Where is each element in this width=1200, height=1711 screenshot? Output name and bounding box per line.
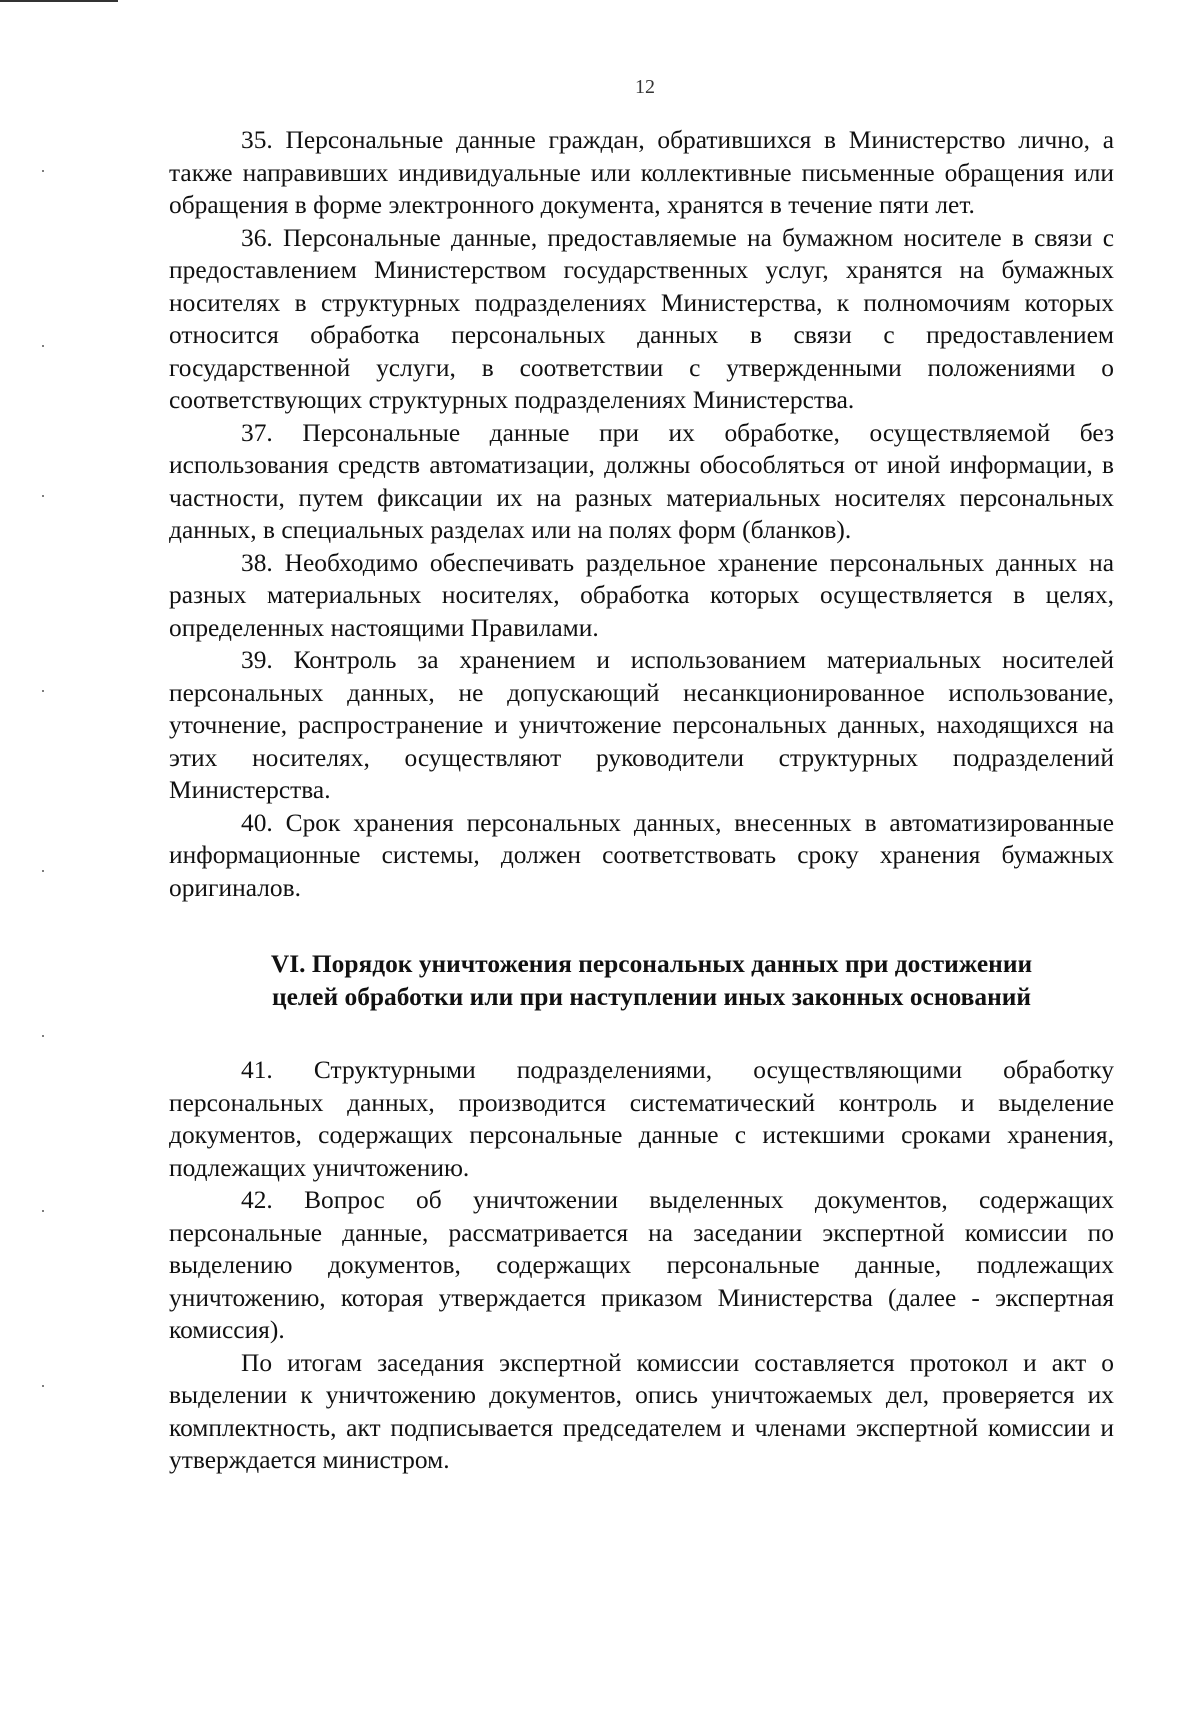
document-body (169, 124, 1114, 1477)
section-heading (169, 948, 1114, 1014)
section-heading-line-2: целей обработки или при наступлении иных законных оснований (271, 983, 1032, 1011)
margin-mark (42, 170, 44, 172)
paragraph-40: 40. Срок хранения персональных данных, внесенных в автоматизированные информационные системы, должен соответствовать сроку хранения бумажных оригиналов. (169, 808, 1114, 902)
paragraph-42: 42. Вопрос об уничтожении выделенных документов, содержащих персональные данные, рассматривается на заседании экспертной комиссии по выделению документов, содержащих персональные данные, подлежащих уничтожению, которая утверждается приказом Министерства (далее - экспертная комиссия). (169, 1186, 1114, 1344)
paragraph-35: 35. Персональные данные граждан, обратившихся в Министерство лично, а также направивших индивидуальные или коллективные письменные обращения или обращения в форме электронного документа, хранятся в течение пяти лет. (169, 126, 1114, 219)
paragraph-37: 37. Персональные данные при их обработке, осуществляемой без использования средств автоматизации, должны обособляться от иной информации, в частности, путем фиксации их на разных материальных носителях персональных данных, в специальных разделах или на полях форм (бланков). (169, 418, 1114, 544)
margin-mark (42, 1035, 44, 1037)
paragraph-38: 38. Необходимо обеспечивать раздельное хранение персональных данных на разных материальных носителях, обработка которых осуществляется в целях, определенных настоящими Правилами. (169, 548, 1114, 642)
section-heading-line-1: VI. Порядок уничтожения персональных данных при достижении (270, 950, 1033, 978)
paragraph-41: 41. Структурными подразделениями, осуществляющими обработку персональных данных, производится систематический контроль и выделение документов, содержащих персональные данные с истекшими сроками хранения, подлежащих уничтожению. (169, 1056, 1114, 1182)
margin-mark (42, 1385, 44, 1387)
top-rule (0, 0, 118, 2)
margin-mark (42, 690, 44, 692)
page-number: 12 (635, 76, 655, 98)
paragraph-36: 36. Персональные данные, предоставляемые на бумажном носителе в связи с предоставлением Министерством государственных услуг, хранятся на бумажных носителях в структурных подразделениях Министерства, к полномочиям которых относится обработка персональных данных в связи с предоставлением государственной услуги, в соответствии с утвержденными положениями о соответствующих структурных подразделениях Министерства. (169, 223, 1114, 414)
margin-mark (42, 495, 44, 497)
margin-mark (42, 345, 44, 347)
paragraph-commission-results: По итогам заседания экспертной комиссии составляется протокол и акт о выделении к уничтожению документов, опись уничтожаемых дел, проверяется их комплектность, акт подписывается председателем и членами экспертной комиссии и утверждается министром. (169, 1348, 1114, 1474)
paragraph-39: 39. Контроль за хранением и использованием материальных носителей персональных данных, не допускающий несанкционированное использование, уточнение, распространение и уничтожение персональных данных, находящихся на этих носителях, осуществляют руководители структурных подразделений Министерства. (169, 646, 1114, 804)
margin-mark (42, 1210, 44, 1212)
margin-mark (42, 870, 44, 872)
